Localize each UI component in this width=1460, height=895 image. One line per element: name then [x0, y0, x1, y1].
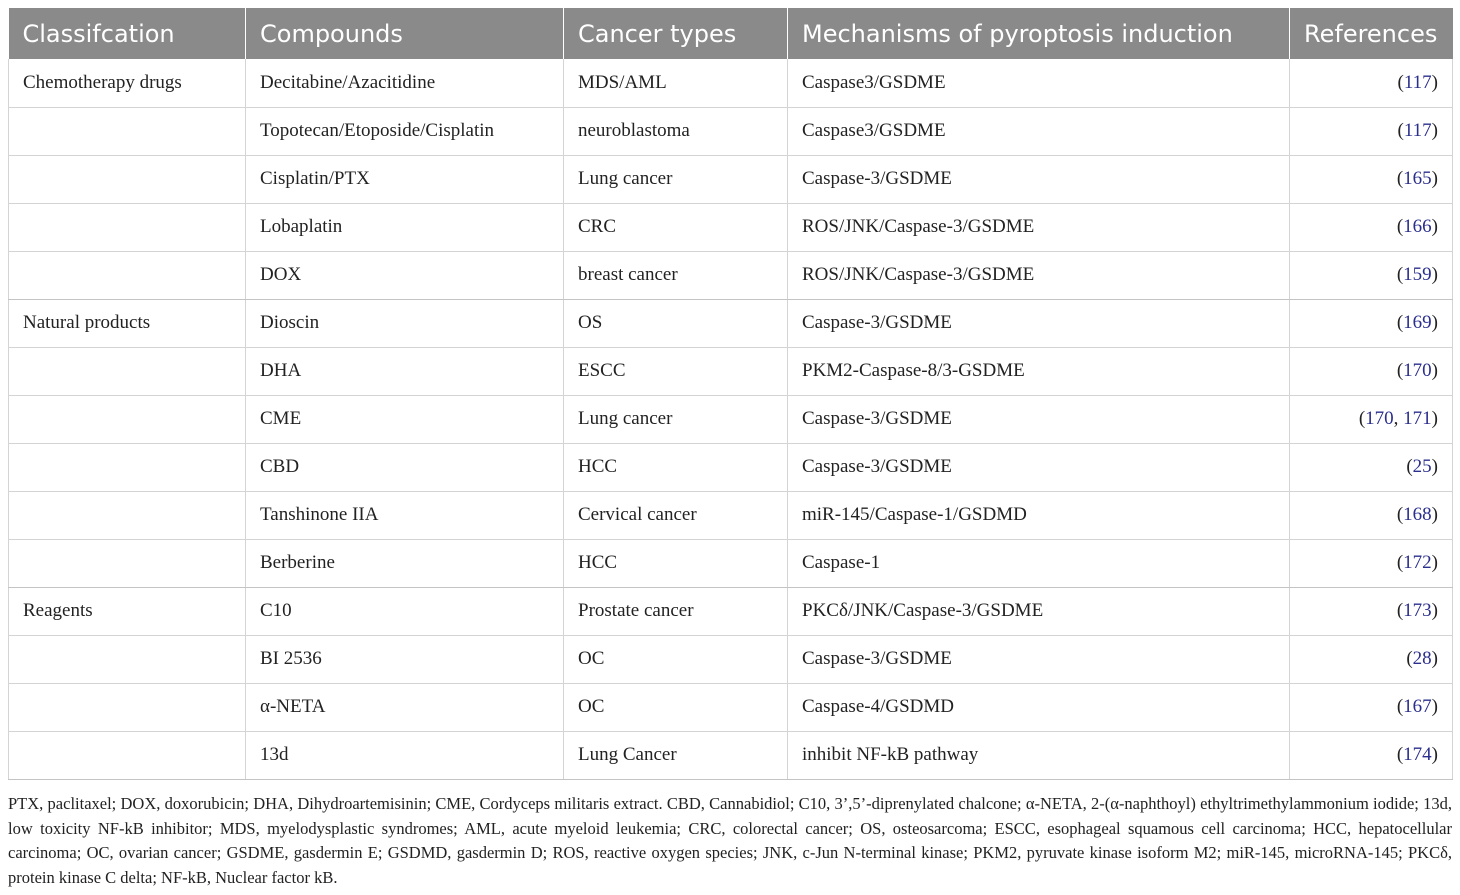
table-row — [9, 539, 1453, 587]
table-row — [9, 155, 1453, 203]
cell-mechanism: Caspase-3/GSDME — [788, 155, 1290, 203]
cell-classification — [9, 251, 246, 299]
cell-mechanism: Caspase3/GSDME — [788, 107, 1290, 155]
header-classification: Classifcation — [9, 8, 246, 59]
cell-cancer-type: HCC — [564, 443, 788, 491]
cell-mechanism: ROS/JNK/Caspase-3/GSDME — [788, 251, 1290, 299]
cell-mechanism: Caspase3/GSDME — [788, 59, 1290, 107]
reference-link[interactable]: 167 — [1403, 696, 1432, 717]
cell-compound: DOX — [246, 251, 564, 299]
cell-cancer-type: OS — [564, 299, 788, 347]
cell-classification — [9, 107, 246, 155]
cell-cancer-type: Lung cancer — [564, 395, 788, 443]
cell-references: (173) — [1290, 587, 1453, 635]
cell-mechanism: miR-145/Caspase-1/GSDMD — [788, 491, 1290, 539]
cell-cancer-type: breast cancer — [564, 251, 788, 299]
reference-link[interactable]: 117 — [1403, 120, 1432, 141]
cell-cancer-type: Lung cancer — [564, 155, 788, 203]
cell-cancer-type: OC — [564, 635, 788, 683]
cell-mechanism: PKM2-Caspase-8/3-GSDME — [788, 347, 1290, 395]
cell-references: (172) — [1290, 539, 1453, 587]
table-row — [9, 299, 1453, 347]
cell-classification: Reagents — [9, 587, 246, 635]
cell-references: (170, 171) — [1290, 395, 1453, 443]
cell-mechanism: inhibit NF-kB pathway — [788, 731, 1290, 779]
pyroptosis-compounds-table — [8, 8, 1453, 780]
cell-mechanism: ROS/JNK/Caspase-3/GSDME — [788, 203, 1290, 251]
table-row — [9, 203, 1453, 251]
cell-mechanism: Caspase-3/GSDME — [788, 299, 1290, 347]
cell-classification — [9, 443, 246, 491]
cell-references: (170) — [1290, 347, 1453, 395]
cell-references: (117) — [1290, 59, 1453, 107]
cell-compound: CBD — [246, 443, 564, 491]
cell-classification — [9, 203, 246, 251]
cell-references: (169) — [1290, 299, 1453, 347]
cell-classification: Natural products — [9, 299, 246, 347]
reference-link[interactable]: 25 — [1412, 456, 1432, 477]
cell-references: (25) — [1290, 443, 1453, 491]
table-header-row — [9, 8, 1453, 59]
cell-classification: Chemotherapy drugs — [9, 59, 246, 107]
cell-classification — [9, 491, 246, 539]
header-cancer-types: Cancer types — [564, 8, 788, 59]
cell-compound: Berberine — [246, 539, 564, 587]
reference-link[interactable]: 28 — [1412, 648, 1432, 669]
cell-references: (165) — [1290, 155, 1453, 203]
reference-link[interactable]: 172 — [1403, 552, 1432, 573]
reference-link[interactable]: 173 — [1403, 600, 1432, 621]
cell-cancer-type: Prostate cancer — [564, 587, 788, 635]
cell-compound: Dioscin — [246, 299, 564, 347]
cell-references: (28) — [1290, 635, 1453, 683]
table-row — [9, 635, 1453, 683]
cell-references: (174) — [1290, 731, 1453, 779]
cell-mechanism: Caspase-1 — [788, 539, 1290, 587]
table-footnote: PTX, paclitaxel; DOX, doxorubicin; DHA, Dihydroartemisinin; CME, Cordyceps militaris extract. CBD, Cannabidiol; C10, 3’,5’-diprenylated chalcone; α-NETA, 2-(α-naphthoyl) ethyltrimethylammonium iodide; 13d, low toxicity NF-kB inhibitor; MDS, myelodysplastic syndromes; AML, acute myeloid leukemia; CRC, colorectal cancer; OS, osteosarcoma; ESCC, esophageal squamous cell carcinoma; HCC, hepatocellular carcinoma; OC, ovarian cancer; GSDME, gasdermin E; GSDMD, gasdermin D; ROS, reactive oxygen species; JNK, c-Jun N-terminal kinase; PKM2, pyruvate kinase isoform M2; miR-145, microRNA-145; PKCδ, protein kinase C delta; NF-kB, Nuclear factor kB. — [8, 794, 1452, 887]
reference-link[interactable]: 165 — [1403, 168, 1432, 189]
cell-mechanism: Caspase-4/GSDMD — [788, 683, 1290, 731]
cell-compound: C10 — [246, 587, 564, 635]
cell-cancer-type: Cervical cancer — [564, 491, 788, 539]
table-row — [9, 107, 1453, 155]
cell-mechanism: PKCδ/JNK/Caspase-3/GSDME — [788, 587, 1290, 635]
cell-references: (168) — [1290, 491, 1453, 539]
cell-references: (159) — [1290, 251, 1453, 299]
cell-compound: Lobaplatin — [246, 203, 564, 251]
cell-classification — [9, 347, 246, 395]
cell-references: (117) — [1290, 107, 1453, 155]
cell-cancer-type: MDS/AML — [564, 59, 788, 107]
cell-mechanism: Caspase-3/GSDME — [788, 635, 1290, 683]
cell-references: (166) — [1290, 203, 1453, 251]
cell-mechanism: Caspase-3/GSDME — [788, 395, 1290, 443]
reference-link[interactable]: 168 — [1403, 504, 1432, 525]
cell-compound: Tanshinone IIA — [246, 491, 564, 539]
reference-link[interactable]: 159 — [1403, 264, 1432, 285]
cell-classification — [9, 539, 246, 587]
reference-link[interactable]: 166 — [1403, 216, 1432, 237]
table-row — [9, 251, 1453, 299]
table-row — [9, 731, 1453, 779]
table-row — [9, 443, 1453, 491]
table-row — [9, 347, 1453, 395]
table-row — [9, 395, 1453, 443]
reference-link[interactable]: 170 — [1403, 360, 1432, 381]
cell-compound: Cisplatin/PTX — [246, 155, 564, 203]
cell-mechanism: Caspase-3/GSDME — [788, 443, 1290, 491]
table-row — [9, 59, 1453, 107]
cell-cancer-type: HCC — [564, 539, 788, 587]
cell-classification — [9, 635, 246, 683]
reference-link[interactable]: 171 — [1403, 408, 1432, 429]
cell-cancer-type: ESCC — [564, 347, 788, 395]
reference-link[interactable]: 169 — [1403, 312, 1432, 333]
cell-cancer-type: CRC — [564, 203, 788, 251]
reference-link[interactable]: 117 — [1403, 71, 1432, 93]
cell-classification — [9, 395, 246, 443]
table-row — [9, 587, 1453, 635]
table-row — [9, 491, 1453, 539]
cell-compound: Topotecan/Etoposide/Cisplatin — [246, 107, 564, 155]
cell-compound: Decitabine/Azacitidine — [246, 59, 564, 107]
table-wrapper — [8, 8, 1452, 780]
header-mechanisms: Mechanisms of pyroptosis induction — [788, 8, 1290, 59]
cell-compound: DHA — [246, 347, 564, 395]
reference-link[interactable]: 170 — [1365, 408, 1394, 429]
reference-link[interactable]: 174 — [1403, 744, 1432, 765]
cell-classification — [9, 683, 246, 731]
header-references: References — [1290, 8, 1453, 59]
cell-classification — [9, 731, 246, 779]
cell-compound: α-NETA — [246, 683, 564, 731]
cell-compound: BI 2536 — [246, 635, 564, 683]
cell-compound: CME — [246, 395, 564, 443]
cell-cancer-type: OC — [564, 683, 788, 731]
cell-cancer-type: neuroblastoma — [564, 107, 788, 155]
header-compounds: Compounds — [246, 8, 564, 59]
cell-classification — [9, 155, 246, 203]
cell-cancer-type: Lung Cancer — [564, 731, 788, 779]
cell-references: (167) — [1290, 683, 1453, 731]
table-body — [9, 59, 1453, 779]
cell-compound: 13d — [246, 731, 564, 779]
table-row — [9, 683, 1453, 731]
